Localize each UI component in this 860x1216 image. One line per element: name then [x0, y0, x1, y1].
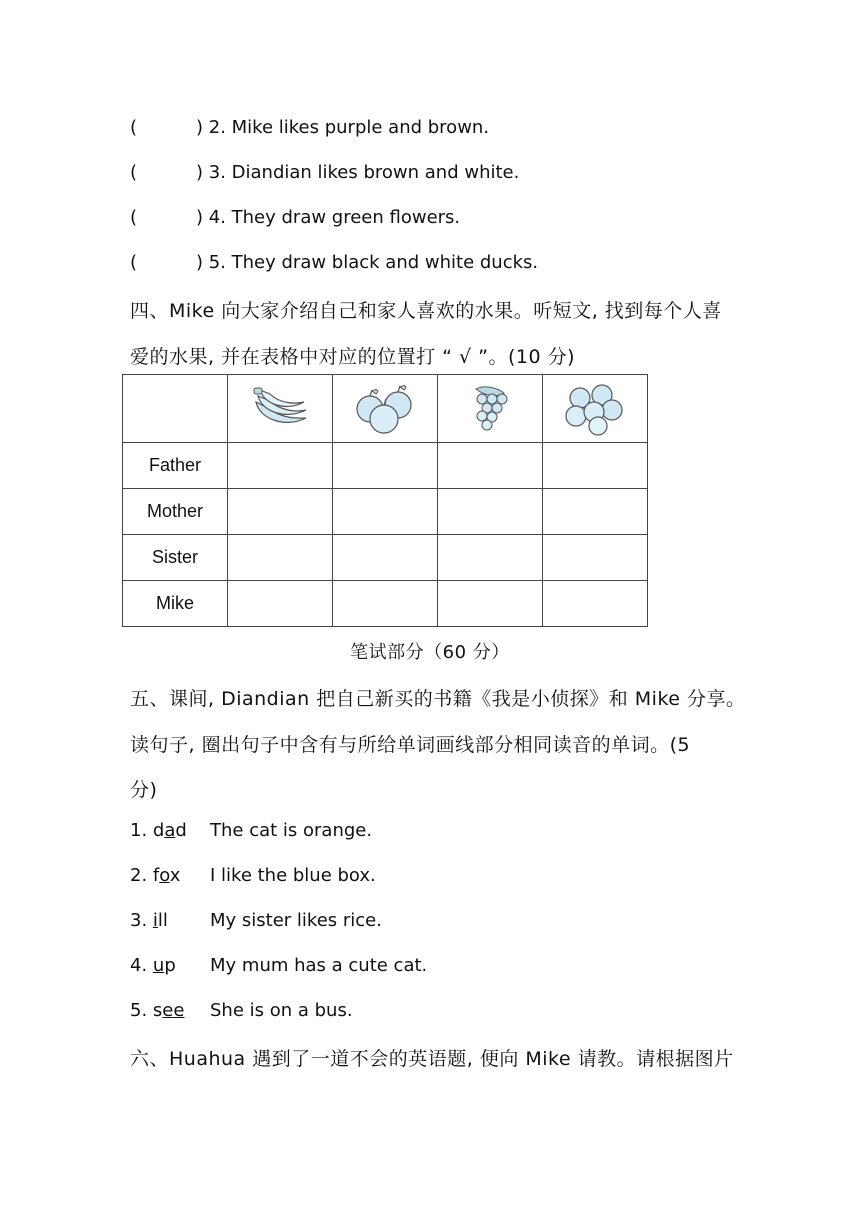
phonics-item-5 [130, 1000, 353, 1021]
table-row [123, 535, 648, 581]
check-cell[interactable] [543, 443, 648, 489]
tf-text: ) 4. They draw green flowers. [196, 207, 461, 228]
key-word: 4. up [130, 955, 176, 976]
header-bananas-cell [228, 375, 333, 443]
phonics-item-2 [130, 865, 376, 886]
tf-text: ) 3. Diandian likes brown and white. [196, 162, 520, 183]
header-oranges-cell [543, 375, 648, 443]
phonics-item-3 [130, 910, 382, 931]
table-row [123, 581, 648, 627]
check-cell[interactable] [333, 535, 438, 581]
row-label: Mother [123, 489, 228, 535]
check-cell[interactable] [333, 443, 438, 489]
section4-instruction-line1: 四、Mike 向大家介绍自己和家人喜欢的水果。听短文, 找到每个人喜 [130, 300, 722, 322]
written-part-header: 笔试部分（60 分） [350, 642, 510, 663]
section5-instruction-line3: 分) [130, 779, 158, 801]
tf-item-5 [130, 252, 538, 273]
row-label: Sister [123, 535, 228, 581]
check-cell[interactable] [333, 489, 438, 535]
answer-blank[interactable]: ( [130, 252, 138, 273]
check-cell[interactable] [228, 535, 333, 581]
grapes-icon [462, 383, 518, 435]
section5-instruction-line2: 读句子, 圈出句子中含有与所给单词画线部分相同读音的单词。(5 [130, 734, 691, 756]
fruit-preference-table [122, 374, 648, 627]
phonics-item-1 [130, 820, 372, 841]
phonics-sentence[interactable]: My sister likes rice. [210, 910, 382, 931]
phonics-item-4 [130, 955, 427, 976]
row-label: Father [123, 443, 228, 489]
table-row [123, 443, 648, 489]
check-cell[interactable] [438, 489, 543, 535]
check-cell[interactable] [543, 535, 648, 581]
phonics-sentence[interactable]: She is on a bus. [210, 1000, 353, 1021]
check-cell[interactable] [438, 581, 543, 627]
header-grapes-cell [438, 375, 543, 443]
check-cell[interactable] [543, 581, 648, 627]
section5-instruction-line1: 五、课间, Diandian 把自己新买的书籍《我是小侦探》和 Mike 分享。 [130, 688, 746, 710]
answer-blank[interactable]: ( [130, 162, 138, 183]
header-apples-cell [333, 375, 438, 443]
tf-item-2 [130, 117, 489, 138]
bananas-icon [250, 384, 310, 434]
answer-blank[interactable]: ( [130, 117, 138, 138]
tf-text: ) 2. Mike likes purple and brown. [196, 117, 490, 138]
phonics-sentence[interactable]: The cat is orange. [210, 820, 373, 841]
section6-instruction-line1: 六、Huahua 遇到了一道不会的英语题, 便向 Mike 请教。请根据图片 [130, 1048, 734, 1070]
header-empty-cell [123, 375, 228, 443]
answer-blank[interactable]: ( [130, 207, 138, 228]
check-cell[interactable] [438, 535, 543, 581]
key-word: 1. dad [130, 820, 187, 841]
row-label: Mike [123, 581, 228, 627]
table-header-row [123, 375, 648, 443]
apples-icon [350, 383, 420, 435]
phonics-sentence[interactable]: I like the blue box. [210, 865, 376, 886]
table-row [123, 489, 648, 535]
check-cell[interactable] [228, 443, 333, 489]
phonics-sentence[interactable]: My mum has a cute cat. [210, 955, 428, 976]
check-cell[interactable] [543, 489, 648, 535]
key-word: 2. fox [130, 865, 181, 886]
key-word: 3. ill [130, 910, 168, 931]
section4-instruction-line2: 爱的水果, 并在表格中对应的位置打 “ √ ”。(10 分) [130, 346, 576, 368]
check-cell[interactable] [438, 443, 543, 489]
tf-item-4 [130, 207, 460, 228]
check-cell[interactable] [228, 489, 333, 535]
tf-text: ) 5. They draw black and white ducks. [196, 252, 539, 273]
tf-item-3 [130, 162, 519, 183]
key-word: 5. see [130, 1000, 185, 1021]
oranges-icon [562, 382, 628, 436]
check-cell[interactable] [228, 581, 333, 627]
check-cell[interactable] [333, 581, 438, 627]
